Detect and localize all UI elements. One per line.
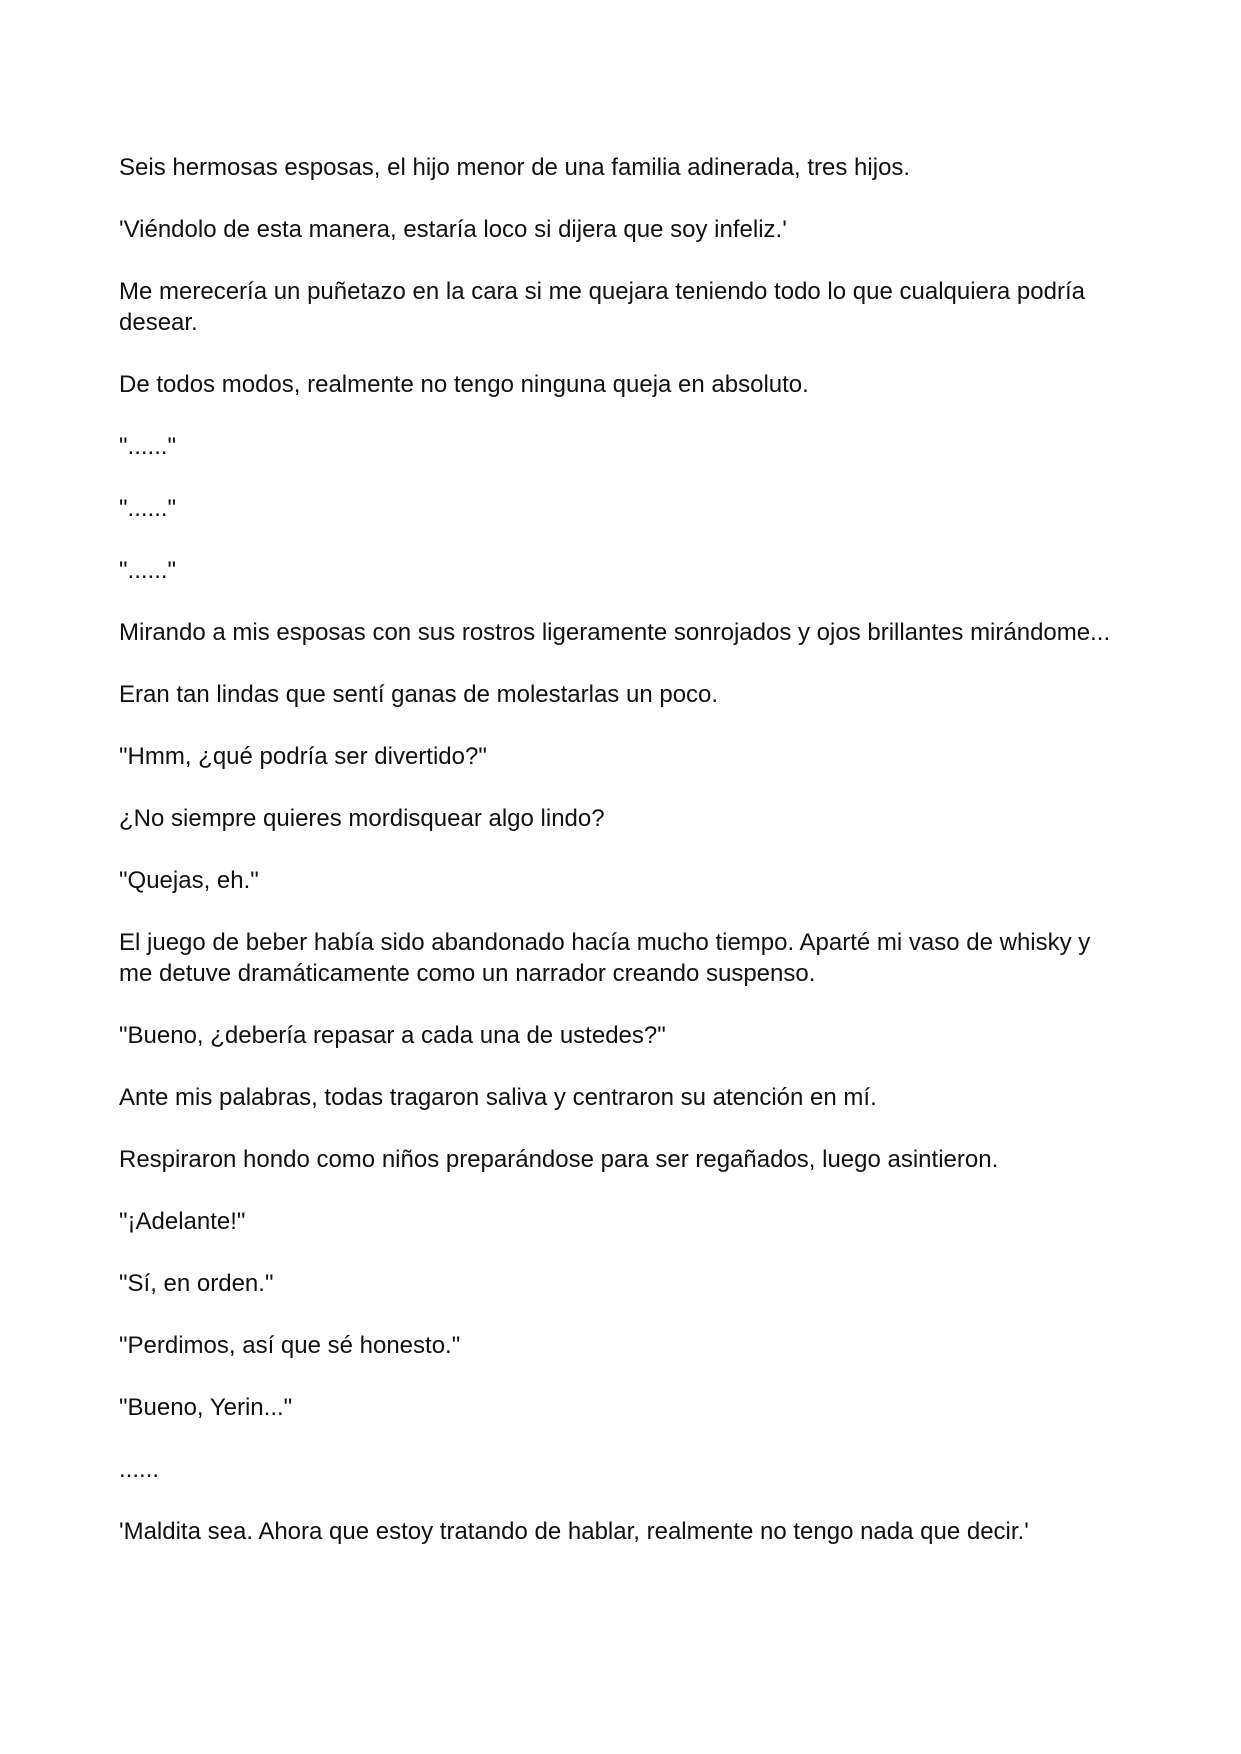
paragraph: Me merecería un puñetazo en la cara si me quejara teniendo todo lo que cualquiera podría desear. <box>119 278 1085 336</box>
paragraph: "Perdimos, así que sé honesto." <box>119 1332 461 1359</box>
paragraph: El juego de beber había sido abandonado hacía mucho tiempo. Aparté mi vaso de whisky y me detuve dramáticamente como un narrador creando suspenso. <box>119 929 1091 987</box>
paragraph: Eran tan lindas que sentí ganas de molestarlas un poco. <box>119 681 719 708</box>
paragraph: Mirando a mis esposas con sus rostros ligeramente sonrojados y ojos brillantes mirándome... <box>119 619 1111 646</box>
paragraph: 'Viéndolo de esta manera, estaría loco si dijera que soy infeliz.' <box>119 216 787 243</box>
paragraph: Seis hermosas esposas, el hijo menor de una familia adinerada, tres hijos. <box>119 154 911 181</box>
paragraph: "Bueno, ¿debería repasar a cada una de ustedes?" <box>119 1022 666 1049</box>
paragraph: Ante mis palabras, todas tragaron saliva y centraron su atención en mí. <box>119 1084 877 1111</box>
paragraph: "¡Adelante!" <box>119 1208 246 1235</box>
paragraph: "......" <box>119 557 177 584</box>
paragraph: De todos modos, realmente no tengo ninguna queja en absoluto. <box>119 371 809 398</box>
paragraph: "......" <box>119 433 177 460</box>
paragraph: Respiraron hondo como niños preparándose para ser regañados, luego asintieron. <box>119 1146 999 1173</box>
document-body <box>119 152 1129 1578</box>
paragraph: "Quejas, eh." <box>119 867 259 894</box>
paragraph: ¿No siempre quieres mordisquear algo lindo? <box>119 805 605 832</box>
paragraph: "Sí, en orden." <box>119 1270 274 1297</box>
paragraph: ...... <box>119 1456 160 1483</box>
paragraph: "Bueno, Yerin..." <box>119 1394 293 1421</box>
paragraph: "Hmm, ¿qué podría ser divertido?" <box>119 743 487 770</box>
paragraph: "......" <box>119 495 177 522</box>
paragraph: 'Maldita sea. Ahora que estoy tratando de hablar, realmente no tengo nada que decir.' <box>119 1518 1029 1545</box>
